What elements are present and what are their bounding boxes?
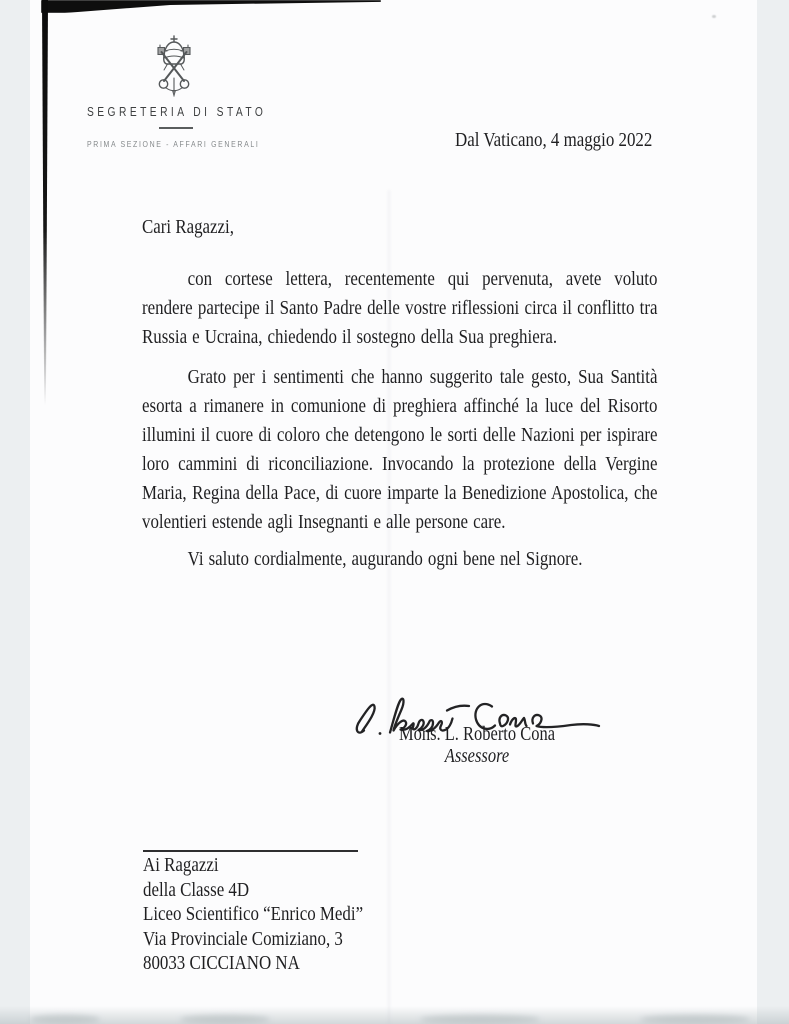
page-edge-shadow-top bbox=[41, 0, 381, 13]
organization-name: SEGRETERIA DI STATO bbox=[87, 105, 267, 119]
page-edge-shadow-left bbox=[42, 0, 48, 418]
recipient-rule bbox=[143, 850, 358, 852]
address-line: Liceo Scientifico “Enrico Medi” bbox=[143, 903, 364, 925]
address-line: Ai Ragazzi bbox=[143, 854, 219, 876]
signer-title: Assessore bbox=[444, 746, 510, 767]
scan-left-margin bbox=[0, 0, 30, 1024]
salutation: Cari Ragazzi, bbox=[142, 216, 234, 238]
organization-underline bbox=[159, 127, 193, 129]
signer-name: Mons. L. Roberto Cona bbox=[398, 724, 556, 745]
body-paragraph-2: Grato per i sentimenti che hanno suggerito tale gesto, Sua Santità esorta a rimanere in comunione di preghiera affinché la luce del Risorto illumini il cuore di coloro che detengono le sorti delle Nazioni per ispirare loro cammini di riconciliazione. Invocando la protezione della Vergine Maria, Regina della Pace, di cuore imparte la Benedizione Apostolica, che volentieri estende agli Insegnanti e alle persone care. bbox=[142, 366, 658, 533]
scan-speck bbox=[712, 15, 716, 18]
vatican-tiara-and-crossed-keys-icon bbox=[151, 35, 197, 97]
signature-block bbox=[350, 724, 604, 768]
bottom-scan-shade bbox=[0, 1006, 789, 1024]
body-paragraph-1: con cortese lettera, recentemente qui pervenuta, avete voluto rendere partecipe il Santo Padre delle vostre riflessioni circa il conflitto tra Russia e Ucraina, chiedendo il sostegno della Sua preghiera. bbox=[142, 268, 658, 348]
address-line: Via Provinciale Comiziano, 3 bbox=[143, 927, 343, 950]
body-paragraph-3: Vi saluto cordialmente, augurando ogni bene nel Signore. bbox=[187, 548, 583, 570]
recipient-address bbox=[143, 853, 363, 976]
address-line: della Classe 4D bbox=[143, 878, 250, 901]
dateline: Dal Vaticano, 4 maggio 2022 bbox=[455, 129, 653, 151]
scan-right-margin bbox=[757, 0, 789, 1024]
address-line: 80033 CICCIANO NA bbox=[143, 952, 300, 974]
section-name: PRIMA SEZIONE - AFFARI GENERALI bbox=[87, 139, 260, 149]
